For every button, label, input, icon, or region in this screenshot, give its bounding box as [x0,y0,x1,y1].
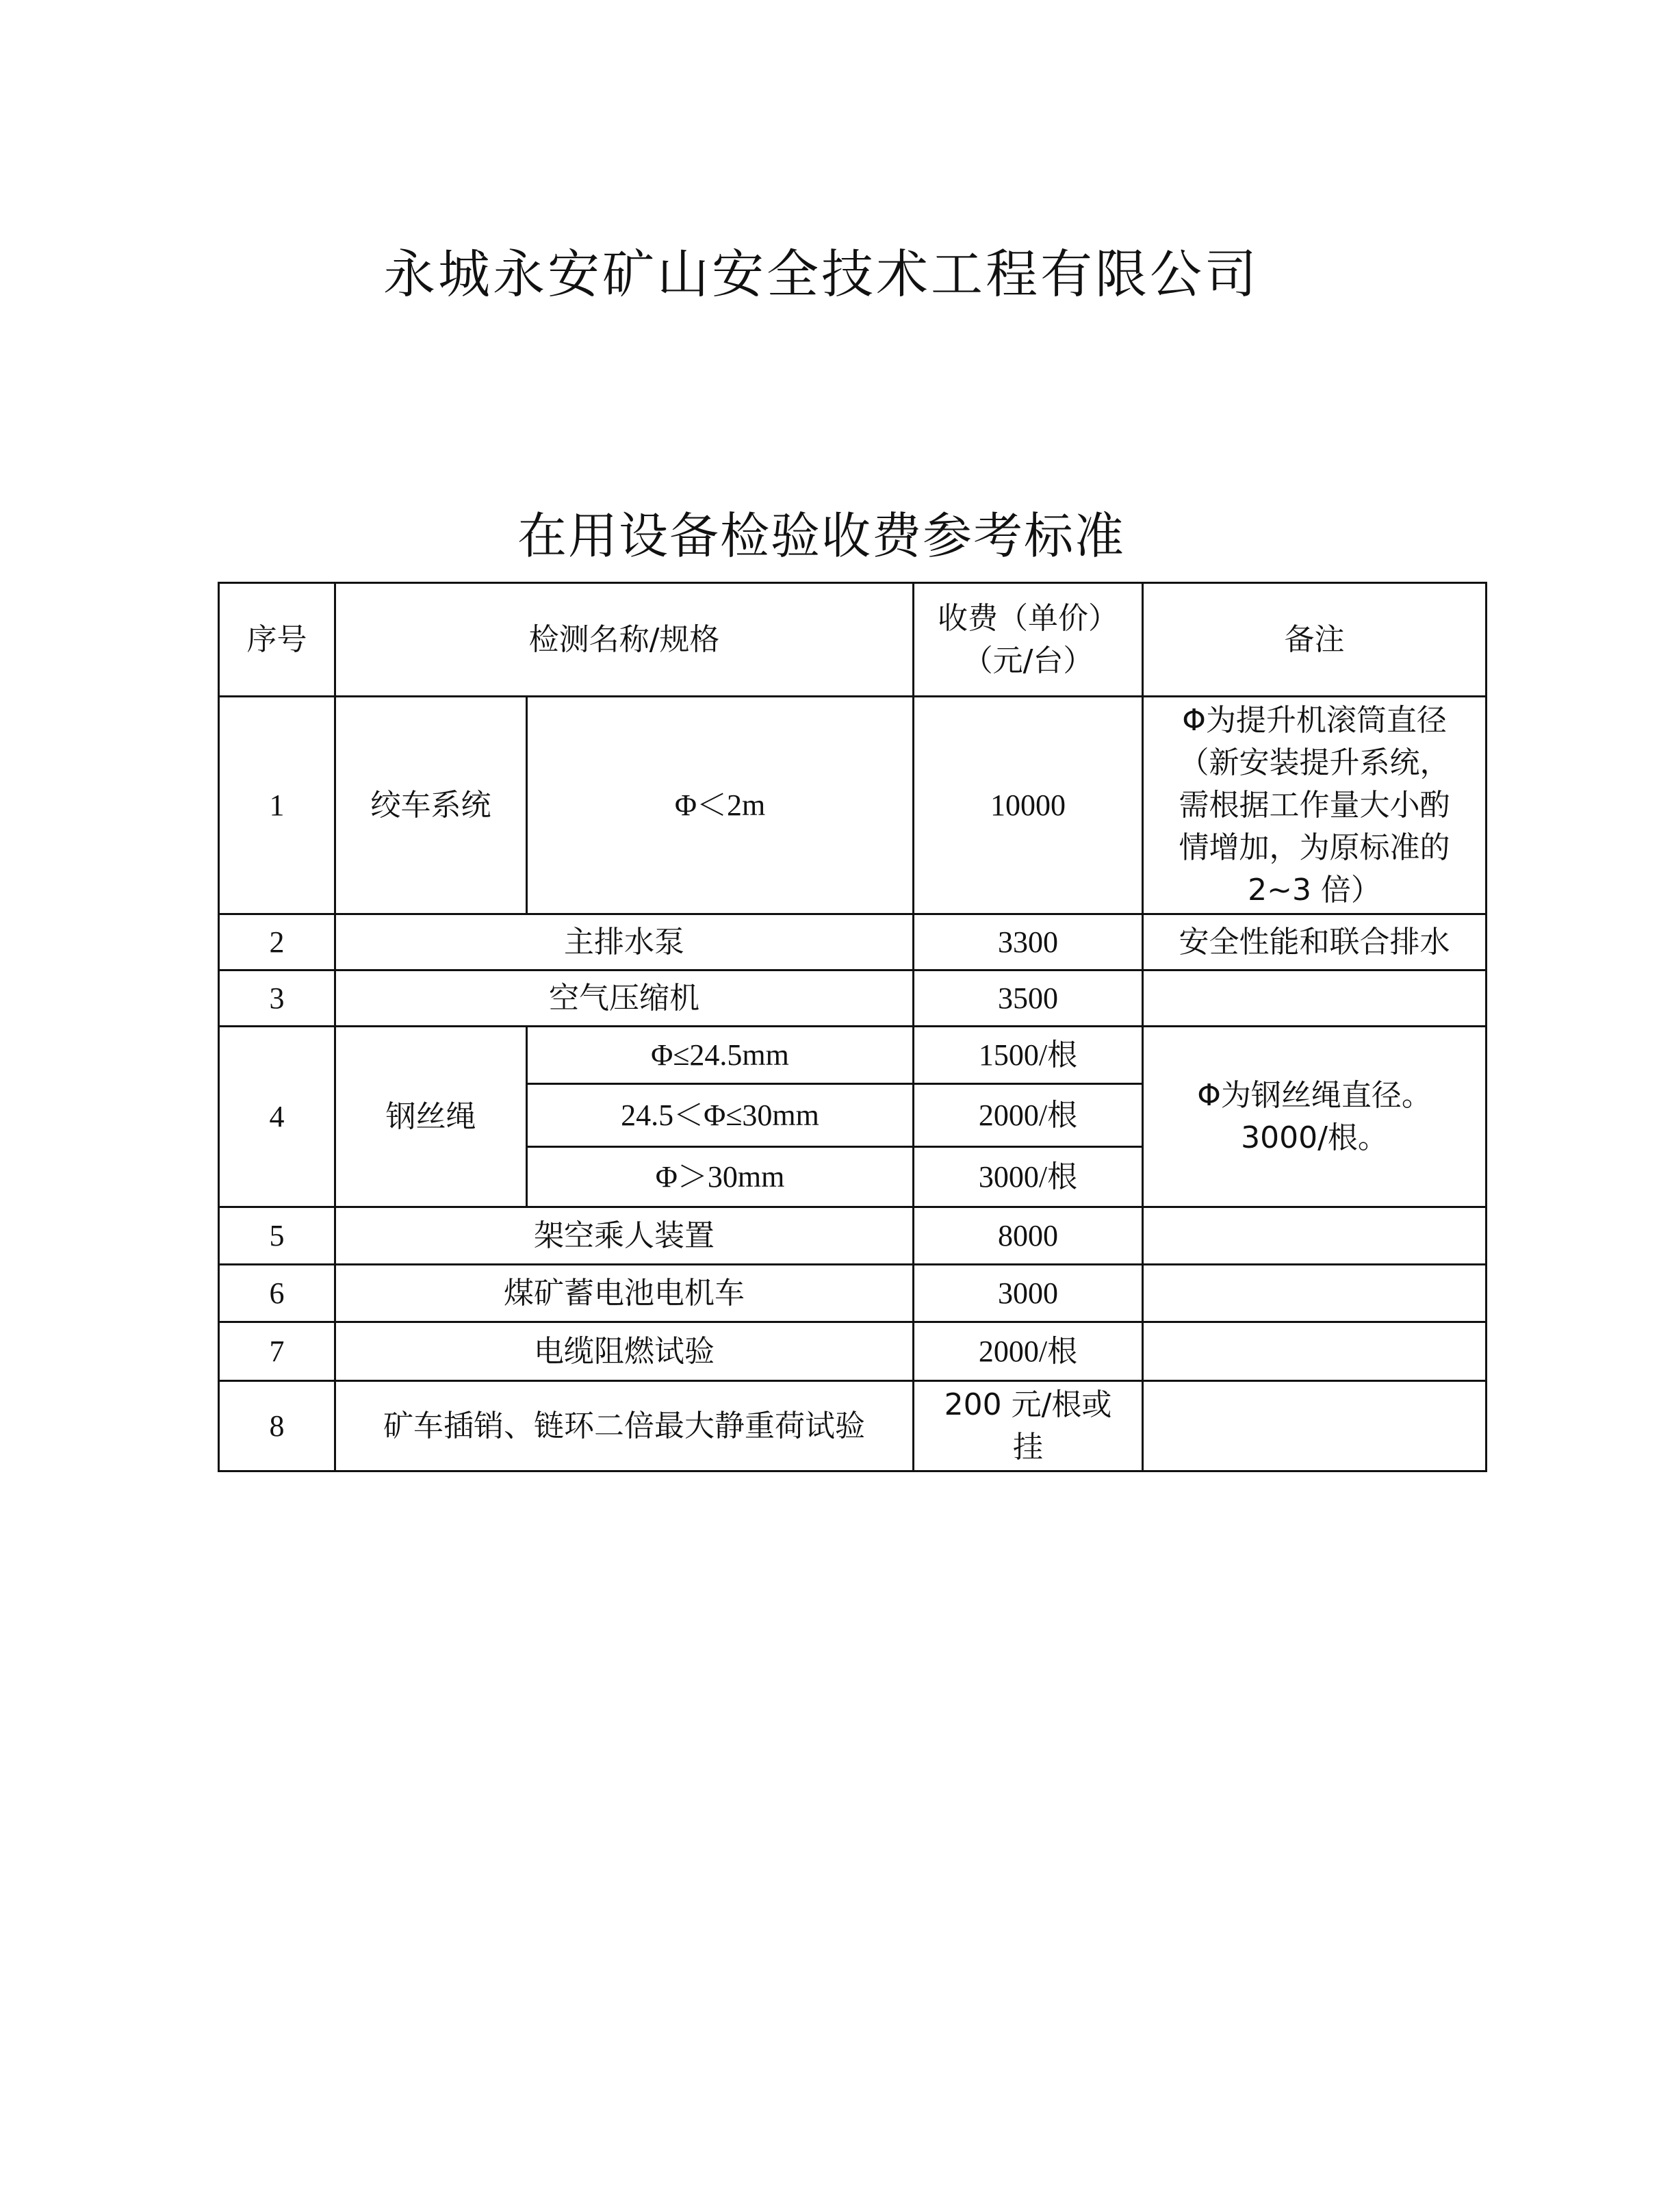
row-no: 8 [219,1381,335,1471]
row-remark: 安全性能和联合排水 [1143,914,1487,970]
row-name: 空气压缩机 [335,970,914,1027]
table-row [219,970,1487,1027]
table-row [219,1381,1487,1471]
row-remark [1143,1265,1487,1322]
table-header-row [219,583,1487,697]
row-no: 6 [219,1265,335,1322]
table-row [219,1322,1487,1381]
header-fee [914,583,1143,697]
row-fee: 3000/根 [914,1147,1143,1207]
fee-table [218,582,1487,1472]
row-fee: 2000/根 [914,1322,1143,1381]
row-no: 4 [219,1027,335,1207]
row-fee: 3500 [914,970,1143,1027]
row-name: 矿车插销、链环二倍最大静重荷试验 [335,1381,914,1471]
header-fee-line1: 收费（单价） [938,600,1119,636]
row-spec: 24.5＜Φ≤30mm [527,1084,914,1147]
document-title: 在用设备检验收费参考标准 [517,507,1125,565]
row-fee: 8000 [914,1207,1143,1265]
row-remark [1143,1381,1487,1471]
fee-line: 挂 [1013,1429,1044,1465]
row-name: 架空乘人装置 [335,1207,914,1265]
row-remark [1143,1207,1487,1265]
row-fee: 1500/根 [914,1027,1143,1084]
row-spec: Φ≤24.5mm [527,1027,914,1084]
header-fee-line2: （元/台） [962,643,1094,678]
table-row [219,1027,1487,1084]
row-fee [914,1381,1143,1471]
row-fee: 3300 [914,914,1143,970]
row-no: 7 [219,1322,335,1381]
remark-line: Φ为钢丝绳直径。 [1197,1077,1432,1113]
table-row [219,697,1487,914]
remark-line: 3000/根。 [1241,1120,1388,1155]
row-no: 2 [219,914,335,970]
row-fee: 3000 [914,1265,1143,1322]
fee-line: 200 元/根或 [944,1387,1112,1422]
remark-line: Φ为提升机滚筒直径 [1182,702,1447,738]
header-remark: 备注 [1143,583,1487,697]
row-spec: Φ＜2m [527,697,914,914]
row-category: 钢丝绳 [335,1027,527,1207]
row-remark [1143,697,1487,914]
company-name: 永城永安矿山安全技术工程有限公司 [383,244,1259,305]
header-no: 序号 [219,583,335,697]
row-remark [1143,1027,1487,1207]
header-name: 检测名称/规格 [335,583,914,697]
table-row [219,1207,1487,1265]
table-row [219,1265,1487,1322]
row-fee: 2000/根 [914,1084,1143,1147]
row-no: 3 [219,970,335,1027]
row-no: 5 [219,1207,335,1265]
remark-line: （新安装提升系统， [1179,745,1450,780]
row-name: 主排水泵 [335,914,914,970]
row-name: 煤矿蓄电池电机车 [335,1265,914,1322]
table-row [219,914,1487,970]
row-name: 电缆阻燃试验 [335,1322,914,1381]
row-remark [1143,970,1487,1027]
row-spec: Φ＞30mm [527,1147,914,1207]
row-fee: 10000 [914,697,1143,914]
row-category: 绞车系统 [335,697,527,914]
remark-line: 需根据工作量大小酌 [1179,787,1450,823]
row-remark [1143,1322,1487,1381]
remark-line: 2~3 倍） [1248,872,1381,908]
row-no: 1 [219,697,335,914]
remark-line: 情增加，为原标准的 [1179,830,1450,865]
